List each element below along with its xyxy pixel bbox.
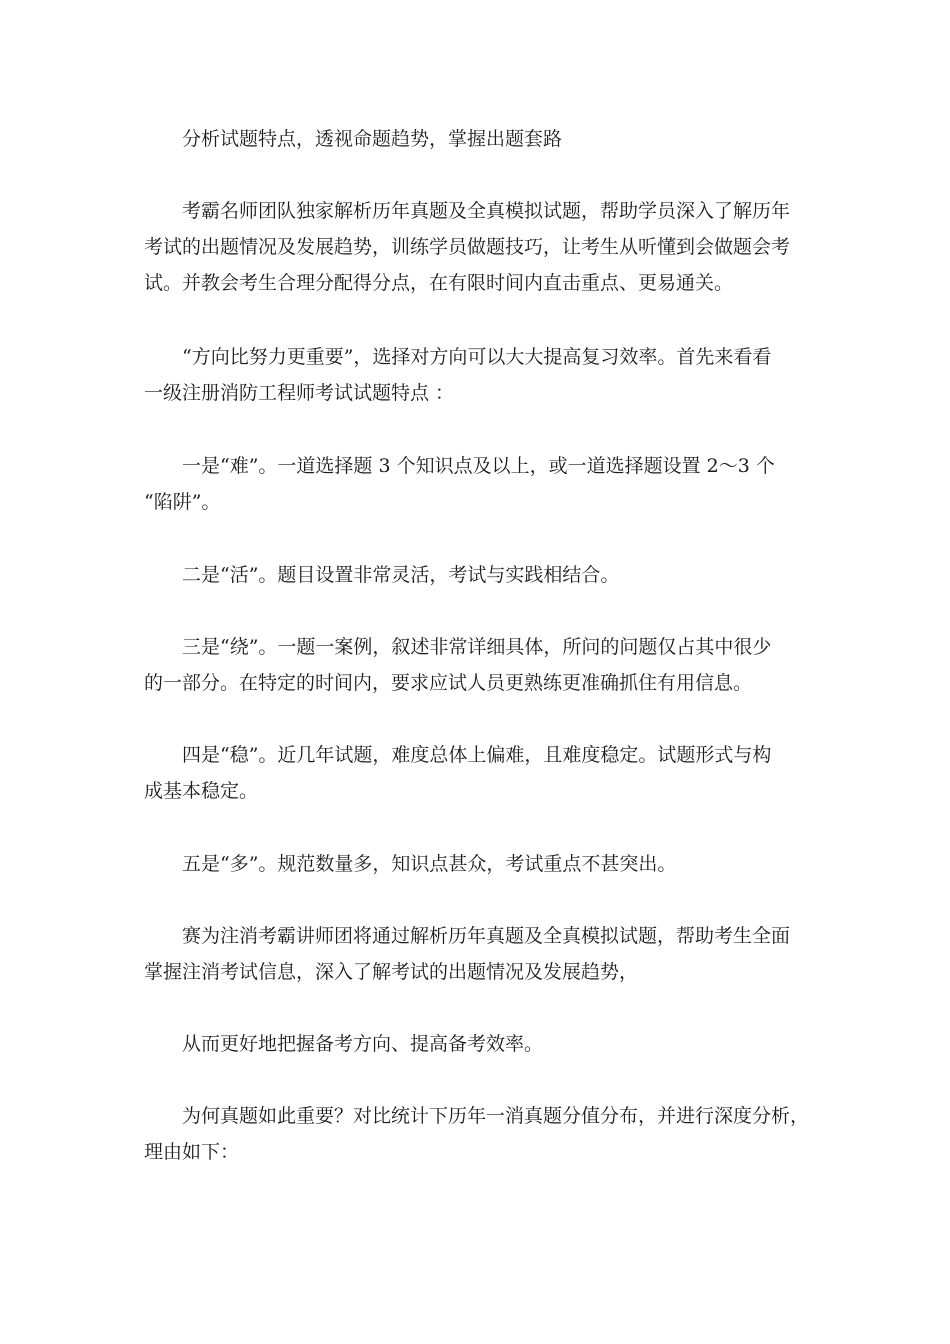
text-line: 的一部分。在特定的时间内，要求应试人员更熟练更准确抓住有用信息。 [144, 672, 753, 694]
text-line: 五是“多”。规范数量多，知识点甚众，考试重点不甚突出。 [144, 853, 677, 875]
text-line: 二是“活”。题目设置非常灵活，考试与实践相结合。 [144, 564, 620, 586]
text-line: 三是“绕”。一题一案例，叙述非常详细具体，所问的问题仅占其中很少 [144, 636, 772, 658]
paragraph-8 [144, 846, 824, 882]
paragraph-11 [144, 1098, 824, 1170]
paragraph-5 [144, 557, 824, 593]
text-line: 理由如下： [144, 1141, 240, 1163]
text-line: 一级注册消防工程师考试试题特点 ： [144, 382, 455, 404]
text-line: 试。并教会考生合理分配得分点，在有限时间内直击重点、更易通关。 [144, 272, 734, 294]
text-line: 掌握注消考试信息，深入了解考试的出题情况及发展趋势， [144, 961, 639, 983]
paragraph-2 [144, 193, 824, 301]
paragraph-3 [144, 339, 824, 411]
text-line: 考霸名师团队独家解析历年真题及全真模拟试题，帮助学员深入了解历年 [144, 200, 791, 222]
text-line: 考试的出题情况及发展趋势，训练学员做题技巧，让考生从听懂到会做题会考 [144, 236, 791, 258]
text-line: 从而更好地把握备考方向、提高备考效率。 [144, 1033, 544, 1055]
text-line: 赛为注消考霸讲师团将通过解析历年真题及全真模拟试题，帮助考生全面 [144, 925, 791, 947]
text-line: 成基本稳定。 [144, 780, 259, 802]
text-line: 分析试题特点，透视命题趋势，掌握出题套路 [144, 128, 563, 150]
paragraph-9 [144, 918, 824, 990]
text-line: “方向比努力更重要”，选择对方向可以大大提高复习效率。首先来看看 [144, 346, 772, 368]
text-line: “陷阱”。 [144, 491, 221, 513]
text-line: 一是“难”。一道选择题 3 个知识点及以上，或一道选择题设置 2～3 个 [144, 455, 775, 477]
paragraph-4 [144, 448, 824, 520]
paragraph-1 [144, 121, 824, 157]
paragraph-7 [144, 737, 824, 809]
paragraph-10 [144, 1026, 824, 1062]
paragraph-6 [144, 629, 824, 701]
text-line: 为何真题如此重要？对比统计下历年一消真题分值分布，并进行深度分析， [144, 1105, 810, 1127]
text-line: 四是“稳”。近几年试题，难度总体上偏难，且难度稳定。试题形式与构 [144, 744, 772, 766]
